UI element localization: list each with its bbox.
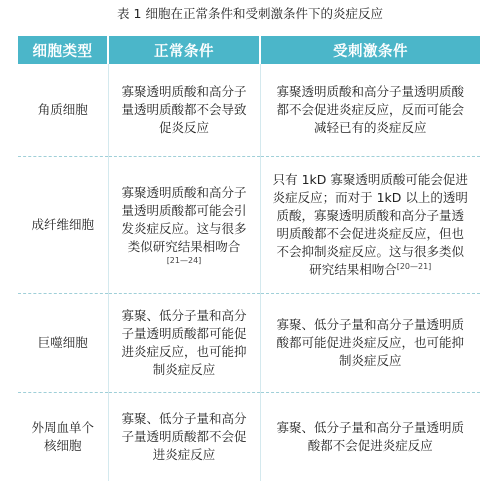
table-row-fibroblast xyxy=(18,157,480,294)
citation-ref: [20—21] xyxy=(396,261,432,271)
header-cell-type: 细胞类型 xyxy=(18,36,108,64)
table-row-macrophage xyxy=(18,294,480,393)
inflammation-table xyxy=(18,36,480,481)
stimulated-response-cell xyxy=(260,157,480,294)
stimulated-response: 寡聚、低分子量和高分子量透明质酸都可能促进炎症反应，也可能抑制炎症反应 xyxy=(260,294,480,393)
table-row-keratinocyte xyxy=(18,64,480,157)
header-normal-condition: 正常条件 xyxy=(108,36,260,64)
header-stimulated-condition: 受刺激条件 xyxy=(260,36,480,64)
stimulated-response: 寡聚透明质酸和高分子量透明质酸都不会促进炎症反应，反而可能会减轻已有的炎症反应 xyxy=(260,64,480,157)
citation-ref: [21—24] xyxy=(166,256,202,265)
normal-response: 寡聚透明质酸和高分子量透明质酸都可能会引发炎症反应。这与很多类似研究结果相吻合 xyxy=(121,185,247,254)
normal-response: 寡聚透明质酸和高分子量透明质酸都不会导致促炎反应 xyxy=(108,64,260,157)
cell-type: 成纤维细胞 xyxy=(18,157,108,294)
cell-type: 外周血单个核细胞 xyxy=(18,393,108,482)
cell-type: 巨噬细胞 xyxy=(18,294,108,393)
normal-response: 寡聚、低分子量和高分子量透明质酸都不会促进炎症反应 xyxy=(108,393,260,482)
table-header-row xyxy=(18,36,480,64)
table-row-pbmc xyxy=(18,393,480,482)
stimulated-response: 只有 1kD 寡聚透明质酸可能会促进炎症反应；而对于 1kD 以上的透明质酸，寡聚透明质酸和高分子量透明质酸都不会促进炎症反应，但也不会抑制炎症反应。这与很多类似研究结果相吻合 xyxy=(272,172,468,277)
normal-response: 寡聚、低分子量和高分子量透明质酸都可能促进炎症反应，也可能抑制炎症反应 xyxy=(108,294,260,393)
stimulated-response: 寡聚、低分子量和高分子量透明质酸都不会促进炎症反应 xyxy=(276,420,464,453)
table-caption: 表 1 细胞在正常条件和受刺激条件下的炎症反应 xyxy=(117,6,383,21)
cell-type: 角质细胞 xyxy=(18,64,108,157)
normal-response-cell xyxy=(108,157,260,294)
